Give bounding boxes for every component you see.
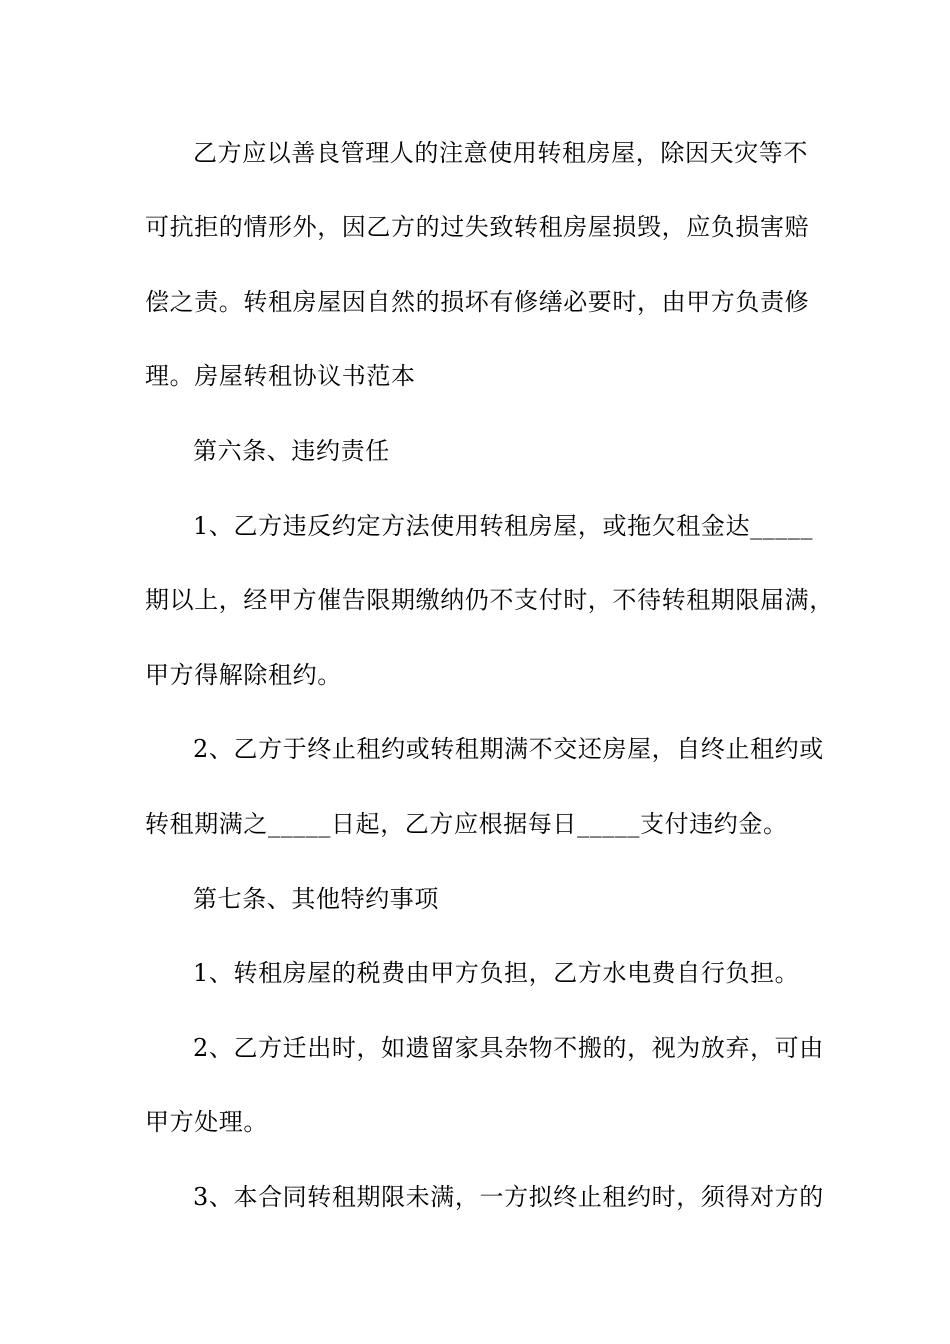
section-heading: 第六条、违约责任	[193, 437, 390, 465]
paragraph-line: 甲方处理。	[145, 1108, 268, 1136]
paragraph-line: 1、转租房屋的税费由甲方负担，乙方水电费自行负担。	[193, 959, 800, 987]
paragraph-line: 2、乙方于终止租约或转租期满不交还房屋，自终止租约或	[193, 735, 824, 763]
section-heading: 第七条、其他特约事项	[193, 885, 439, 913]
paragraph-line: 转租期满之_____日起，乙方应根据每日_____支付违约金。	[145, 810, 788, 838]
paragraph-line: 乙方应以善良管理人的注意使用转租房屋，除因天灾等不	[193, 139, 808, 167]
paragraph-line: 3、本合同转租期限未满，一方拟终止租约时，须得对方的	[193, 1183, 824, 1211]
paragraph-line: 2、乙方迁出时，如遗留家具杂物不搬的，视为放弃，可由	[193, 1034, 824, 1062]
paragraph-line: 甲方得解除租约。	[145, 661, 342, 689]
paragraph-line: 1、乙方违反约定方法使用转租房屋，或拖欠租金达_____	[193, 512, 814, 540]
paragraph-line: 理。房屋转租协议书范本	[145, 362, 416, 390]
paragraph-line: 期以上，经甲方催告限期缴纳仍不支付时，不待转租期限届满，	[145, 586, 834, 614]
paragraph-line: 偿之责。转租房屋因自然的损坏有修缮必要时，由甲方负责修	[145, 288, 810, 316]
paragraph-line: 可抗拒的情形外，因乙方的过失致转租房屋损毁，应负损害赔	[145, 213, 810, 241]
